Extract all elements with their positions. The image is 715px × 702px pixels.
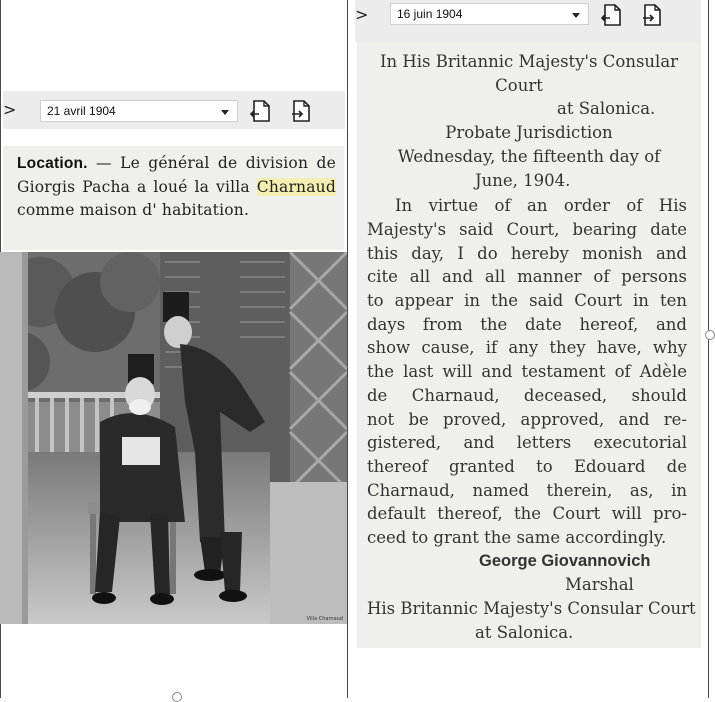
right-toolbar (355, 0, 701, 42)
body-line: Charnaud, named therein, as, in (367, 480, 687, 500)
photo-credit: Villa Charnaud (306, 616, 343, 622)
header-line: Probate Jurisdiction (445, 123, 613, 143)
clipping-lead: Location. (17, 155, 88, 172)
body-line: default thereof, the Court will pro- (367, 504, 687, 524)
panel-divider (347, 0, 348, 698)
body-line: show cause, if any they have, why (367, 338, 687, 358)
resize-handle-bottom[interactable] (172, 692, 182, 702)
clipping-text-before: — Le général de division de Giorgis Pacha a loué la villa (17, 154, 336, 196)
page-import-icon[interactable] (291, 99, 313, 123)
header-line: Wednesday, the fifteenth day of (397, 146, 661, 166)
left-newspaper-clipping (3, 146, 344, 250)
left-date-value: 21 avril 1904 (47, 104, 116, 118)
body-line: the last will and testament of Adèle (367, 362, 687, 382)
notice-signer-title: Marshal (565, 575, 634, 595)
body-line: not be proved, approved, and re- (367, 409, 687, 429)
header-line: June, 1904. (475, 170, 571, 190)
left-expand-chevron[interactable]: > (3, 100, 17, 119)
body-line: days from the date hereof, and (367, 314, 687, 334)
footer-line: at Salonica. (475, 622, 574, 642)
notice-body (357, 194, 701, 550)
left-date-select[interactable] (40, 100, 238, 122)
body-line: this day, I do hereby monish and (367, 243, 687, 263)
header-line: Court (495, 75, 543, 95)
body-line: to appear in the said Court in ten (367, 291, 687, 311)
body-line: gistered, and letters executorial (367, 433, 687, 453)
footer-line: His Britannic Majesty's Consular Court (367, 599, 696, 619)
body-line: cite all and all manner of persons (367, 267, 687, 287)
body-line: thereof granted to Edouard de (367, 456, 687, 476)
body-line: In virtue of an order of His (395, 196, 687, 216)
notice-signature: George Giovannovich (479, 551, 651, 570)
right-newspaper-clipping (357, 42, 701, 648)
header-line: at Salonica. (557, 99, 656, 119)
right-expand-chevron[interactable]: > (355, 5, 369, 24)
right-panel-border (708, 0, 709, 698)
chevron-down-icon (221, 110, 229, 115)
body-line: de Charnaud, deceased, should (367, 385, 687, 405)
resize-handle-right[interactable] (705, 330, 715, 340)
chevron-down-icon (572, 13, 580, 18)
body-line: Majesty's said Court, bearing date (367, 219, 687, 239)
right-date-value: 16 juin 1904 (397, 7, 463, 21)
photo-illustration (0, 252, 347, 624)
historic-photo (0, 252, 347, 624)
body-line: ceed to grant the same accordingly. (367, 528, 667, 548)
clipping-text-after: comme maison d' habitation. (17, 201, 250, 219)
right-date-select[interactable] (390, 3, 589, 25)
clipping-paragraph (3, 146, 344, 223)
left-toolbar (3, 91, 345, 129)
page-export-icon[interactable] (249, 99, 271, 123)
header-line: In His Britannic Majesty's Consular (379, 52, 679, 71)
page-export-icon[interactable] (600, 3, 622, 27)
highlighted-search-term: Charnaud (256, 177, 336, 196)
page-import-icon[interactable] (642, 3, 664, 27)
notice-header (357, 42, 701, 192)
